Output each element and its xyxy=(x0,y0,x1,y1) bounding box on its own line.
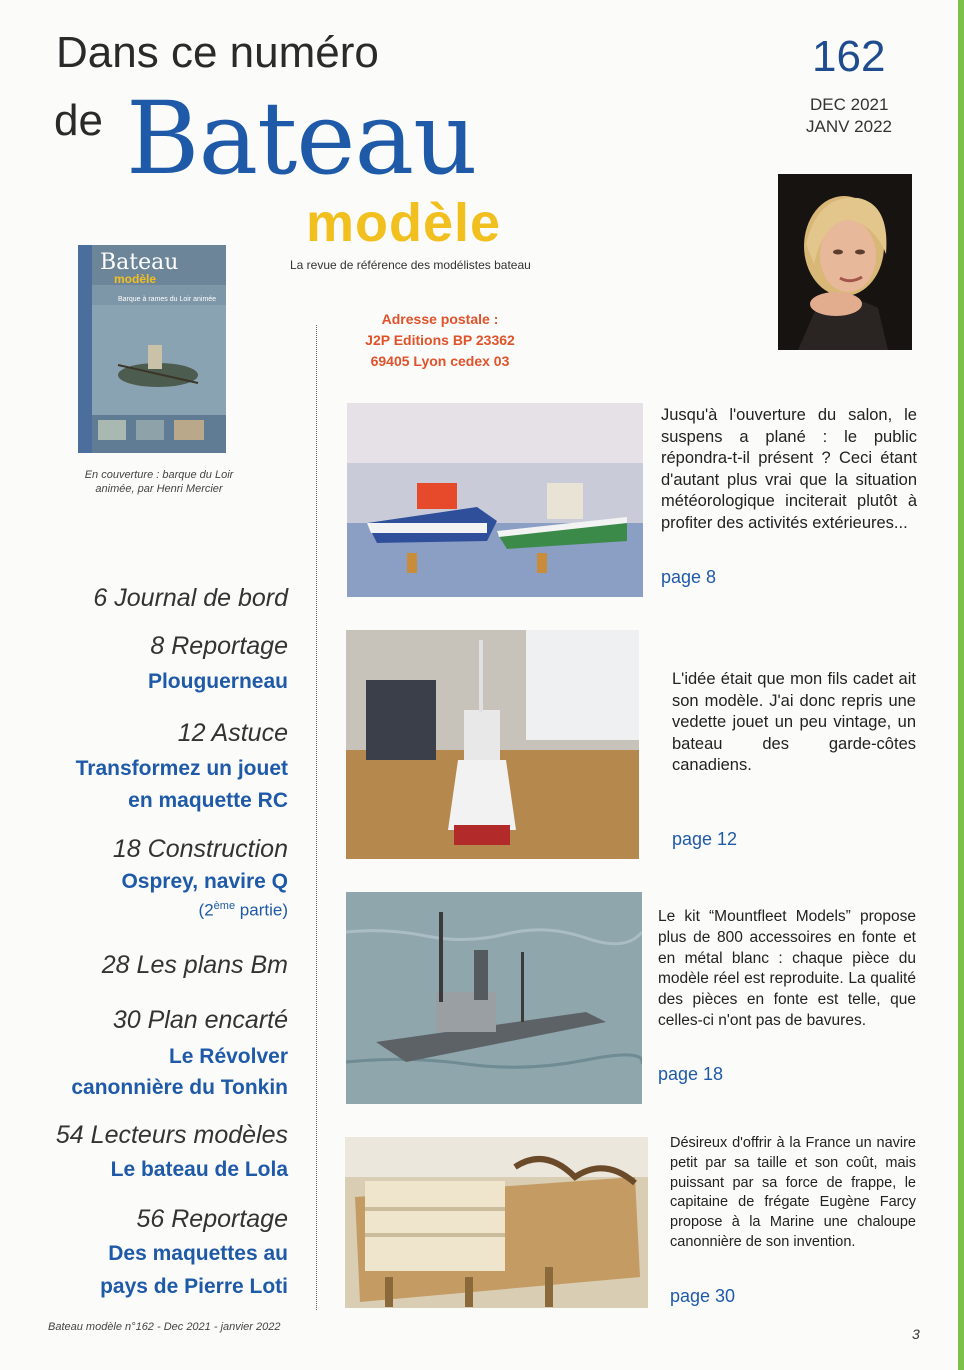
toc-section: 18 Construction xyxy=(112,835,288,863)
page-link-18[interactable]: page 18 xyxy=(658,1064,724,1084)
magazine-cover xyxy=(78,245,226,453)
postal-address xyxy=(340,309,540,372)
article-photo-4 xyxy=(345,1137,648,1308)
column-divider xyxy=(316,325,317,1310)
article-photo-2 xyxy=(346,630,639,859)
toc-subtitle: Le bateau de Lola xyxy=(110,1158,288,1181)
toc-section: 6 Journal de bord xyxy=(93,584,288,612)
toc-subtitle: en maquette RC xyxy=(128,789,288,812)
cover-caption: En couverture : barque du Loir animée, par Henri Mercier xyxy=(84,469,234,495)
toc-part-note xyxy=(199,900,288,921)
article-text-3: Le kit “Mountfleet Models” propose plus de 800 accessoires en fonte et en métal blanc : chaque pièce du modèle réel est reproduite. La qualité des pièces en fonte est telle, que celles-ci n'ont pas de bavures. xyxy=(658,908,916,1029)
issue-number: 162 xyxy=(812,32,886,81)
page-link-8[interactable]: page 8 xyxy=(661,567,717,587)
part-note-sup: ème xyxy=(213,900,236,912)
toc-subtitle: canonnière du Tonkin xyxy=(71,1076,288,1099)
brand-bateau: Bateau xyxy=(126,80,477,197)
part-note-b: partie) xyxy=(235,900,288,920)
page-link-30[interactable]: page 30 xyxy=(670,1286,736,1306)
toc-subtitle: Le Révolver xyxy=(168,1045,288,1068)
address-line-2: 69405 Lyon cedex 03 xyxy=(370,353,510,369)
toc-subtitle: Osprey, navire Q xyxy=(121,870,288,893)
page-link-12[interactable]: page 12 xyxy=(672,829,738,849)
heading-line1: Dans ce numéro xyxy=(56,28,379,77)
part-note-a: (2 xyxy=(198,900,214,920)
toc-section: 56 Reportage xyxy=(136,1205,288,1233)
toc-subtitle: Des maquettes au xyxy=(108,1242,288,1265)
heading-de: de xyxy=(54,96,103,145)
brand-modele: modèle xyxy=(306,193,502,253)
page-number: 3 xyxy=(912,1326,920,1342)
address-line-1: J2P Editions BP 23362 xyxy=(365,332,515,348)
cover-title: Bateau xyxy=(100,250,179,275)
article-photo-1 xyxy=(347,403,643,597)
cover-subtitle: modèle xyxy=(114,272,157,286)
address-label: Adresse postale : xyxy=(381,311,499,327)
footer-text: Bateau modèle n°162 - Dec 2021 - janvier 2022 xyxy=(48,1321,281,1333)
cover-headline: Barque à rames du Loir animée xyxy=(118,296,217,303)
page-edge-stripe xyxy=(958,0,964,1370)
article-text-4: Désireux d'offrir à la France un navire petit par sa taille et son coût, mais puissant par sa force de frappe, le capitaine de frégate Eugène Farcy propose à la Marine une chaloupe canonnière de son invention. xyxy=(670,1135,916,1250)
toc-section: 12 Astuce xyxy=(177,719,288,747)
toc-section: 28 Les plans Bm xyxy=(101,951,288,979)
issue-date-2: JANV 2022 xyxy=(806,117,892,136)
toc-subtitle: Plouguerneau xyxy=(147,670,288,693)
toc-section: 8 Reportage xyxy=(150,632,288,660)
toc-subtitle: pays de Pierre Loti xyxy=(100,1275,288,1298)
article-text-2: L'idée était que mon fils cadet ait son modèle. J'ai donc repris une vedette jouet un peu vintage, un bateau des garde-côtes canadiens. xyxy=(672,670,916,774)
issue-date-1: DEC 2021 xyxy=(810,95,889,114)
article-text-1: Jusqu'à l'ouverture du salon, le suspens a plané : le public répondra-t-il présent ? Ceci étant d'autant plus vrai que la situation météorologique inciterait plutôt à profiter des activités extérieures... xyxy=(661,406,917,532)
tagline: La revue de référence des modélistes bateau xyxy=(290,258,531,272)
toc-section: 30 Plan encarté xyxy=(112,1006,288,1034)
editor-portrait xyxy=(778,174,912,350)
article-photo-3 xyxy=(346,892,642,1104)
toc-section: 54 Lecteurs modèles xyxy=(55,1121,288,1149)
toc-subtitle: Transformez un jouet xyxy=(75,757,288,780)
